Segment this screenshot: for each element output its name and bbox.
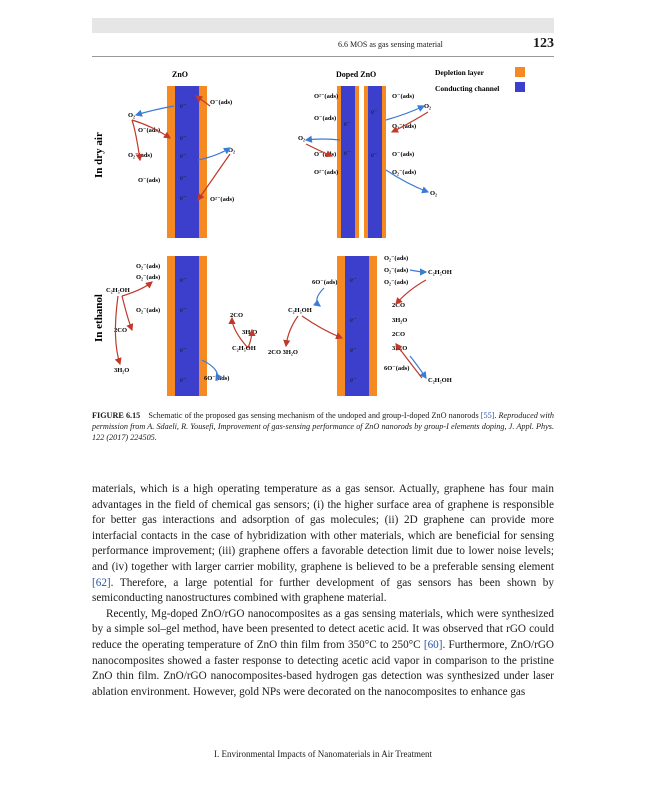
svg-text:O₂⁻(ads): O₂⁻(ads) (136, 263, 161, 270)
svg-text:2CO 3H₂O: 2CO 3H₂O (268, 349, 298, 356)
legend-depletion-label: Depletion layer (435, 68, 484, 77)
svg-text:e⁻: e⁻ (180, 194, 187, 202)
svg-text:3H₂O: 3H₂O (392, 317, 408, 324)
svg-text:e⁻: e⁻ (180, 276, 187, 284)
svg-text:O²⁻(ads): O²⁻(ads) (314, 93, 339, 100)
svg-text:C₂H₅OH: C₂H₅OH (428, 269, 452, 276)
svg-text:e⁻: e⁻ (350, 276, 357, 284)
svg-text:O₂: O₂ (298, 135, 306, 142)
figure-label: FIGURE 6.15 (92, 411, 141, 420)
svg-text:3H₂O: 3H₂O (114, 367, 130, 374)
figure-caption: FIGURE 6.15 Schematic of the proposed gas sensing mechanism of the undoped and group-I-doped ZnO nanorods [55]. Reproduced with permission from A. Sdaeli, R. Yousefi, Improvement of gas-sensing performance of ZnO nanorods by group-I elements doping, J. Appl. Phys. 122 (2017) 224505. (92, 411, 555, 442)
svg-text:2CO: 2CO (392, 302, 405, 309)
svg-text:3H₂O: 3H₂O (242, 329, 258, 336)
caption-credit: Reproduced with permission from A. Sdaeli, R. Yousefi, Improvement of gas-sensing performance of ZnO nanorods by group-I elements doping, J. Appl. Phys. 122 (2017) 224505. (92, 411, 555, 442)
svg-text:e⁻: e⁻ (371, 151, 378, 159)
section-title: 6.6 MOS as gas sensing material (338, 40, 443, 49)
svg-text:2CO: 2CO (230, 312, 243, 319)
svg-text:O₂: O₂ (228, 147, 236, 154)
svg-text:2CO: 2CO (392, 331, 405, 338)
running-header (92, 38, 554, 56)
row-label-ethanol: In ethanol (93, 294, 105, 342)
svg-text:e⁻: e⁻ (344, 149, 351, 157)
svg-text:C₂H₅OH: C₂H₅OH (106, 287, 130, 294)
ref-60-link[interactable]: [60] (423, 638, 443, 651)
svg-text:e⁻: e⁻ (180, 134, 187, 142)
paragraph-1: materials, which is a high operating temperature as a gas sensor. Actually, graphene has four main advantages in the field of chemical gas sensors; (i) the higher surface area of graphene is responsible for better gas interactions and adsorption of gas molecules; (ii) 2D graphene can provide more interfacial contacts in the case of hybridization with other materials, which are beneficial for sensing performance improvement; (iii) graphene offers a favorable detection limit due to lower noise levels; and (iv) together with larger carrier mobility, graphene is believed to be a preferable sensing element [62]. Therefore, a large potential for further development of gas sensors has been shown by semiconducting nanostructures combined with graphene material. (92, 483, 554, 605)
svg-text:e⁻: e⁻ (180, 346, 187, 354)
caption-text: Schematic of the proposed gas sensing mechanism of the undoped and group-I-doped ZnO nanorods (148, 411, 479, 420)
rod-doped-air (337, 86, 386, 238)
svg-text:6O⁻(ads): 6O⁻(ads) (312, 279, 338, 286)
caption-ref-link[interactable]: [55] (480, 411, 495, 420)
label-doped-zno: Doped ZnO (336, 70, 377, 79)
svg-text:O⁻(ads): O⁻(ads) (314, 151, 337, 158)
svg-text:C₂H₅OH: C₂H₅OH (232, 345, 256, 352)
svg-text:O⁻(ads): O⁻(ads) (392, 151, 415, 158)
svg-text:O₂: O₂ (424, 103, 432, 110)
svg-text:O⁻(ads): O⁻(ads) (210, 99, 233, 106)
svg-text:e⁻: e⁻ (180, 152, 187, 160)
svg-text:O₂⁻(ads): O₂⁻(ads) (136, 307, 161, 314)
svg-text:O₂: O₂ (128, 112, 136, 119)
svg-text:3H₂O: 3H₂O (392, 345, 408, 352)
svg-text:O²⁻(ads): O²⁻(ads) (210, 196, 235, 203)
header-bar (92, 18, 554, 33)
page-footer: I. Environmental Impacts of Nanomaterials in Air Treatment (214, 749, 432, 759)
svg-text:O⁻(ads): O⁻(ads) (314, 115, 337, 122)
svg-text:O₂⁻(ads): O₂⁻(ads) (392, 169, 417, 176)
body-text (92, 482, 554, 700)
rod-doped-ethanol (337, 256, 377, 396)
rod-zno-ethanol (167, 256, 207, 396)
svg-text:C₂H₅OH: C₂H₅OH (288, 307, 312, 314)
svg-text:e⁻: e⁻ (180, 306, 187, 314)
svg-text:O₂⁻(ads): O₂⁻(ads) (384, 267, 409, 274)
header-rule (92, 56, 554, 57)
svg-text:e⁻: e⁻ (350, 316, 357, 324)
legend-conducting-swatch (515, 82, 525, 92)
svg-text:e⁻: e⁻ (180, 376, 187, 384)
paragraph-2: Recently, Mg-doped ZnO/rGO nanocomposites as a gas sensing materials, which were synthesized by a simple sol–gel method, have been presented to detect acetic acid. It was observed that rGO could reduce the operating temperature of ZnO thin film from 350°C to 250°C [60]. Furthermore, ZnO/rGO nanocomposites showed a faster response to detecting acetic acid vapor in comparison to the pristine ZnO thin film. ZnO/rGO nanocomposites-based hydrogen gas detection was synthesized under laser ablation environment. However, gold NPs were decorated on the nanocomposites to enhance gas (92, 607, 555, 698)
svg-text:O₂⁻(ads): O₂⁻(ads) (384, 279, 409, 286)
svg-text:e⁻: e⁻ (350, 376, 357, 384)
svg-text:e⁻: e⁻ (180, 102, 187, 110)
legend-depletion-swatch (515, 67, 525, 77)
svg-text:O₂⁻(ads): O₂⁻(ads) (384, 255, 409, 262)
figure-6-15 (92, 60, 554, 400)
svg-text:O₂⁻(ads): O₂⁻(ads) (392, 123, 417, 130)
svg-text:O₂: O₂ (430, 190, 438, 197)
svg-text:e⁻: e⁻ (350, 346, 357, 354)
row-label-dry-air: In dry air (93, 132, 105, 178)
svg-text:O⁻(ads): O⁻(ads) (392, 93, 415, 100)
label-zno: ZnO (172, 70, 189, 79)
rod-zno-air (167, 86, 207, 238)
svg-text:O⁻(ads): O⁻(ads) (138, 127, 161, 134)
svg-text:O²⁻(ads): O²⁻(ads) (314, 169, 339, 176)
svg-text:e⁻: e⁻ (180, 174, 187, 182)
page-number: 123 (533, 36, 554, 51)
svg-text:e⁻: e⁻ (344, 120, 351, 128)
legend-conducting-label: Conducting channel (435, 84, 500, 93)
svg-text:O⁻(ads): O⁻(ads) (138, 177, 161, 184)
svg-text:C₂H₅OH: C₂H₅OH (428, 377, 452, 384)
svg-text:e⁻: e⁻ (371, 108, 378, 116)
svg-text:O₂⁻(ads): O₂⁻(ads) (128, 152, 153, 159)
svg-text:2CO: 2CO (114, 327, 127, 334)
ref-62-link[interactable]: [62] (92, 576, 111, 589)
svg-text:6O⁻(ads): 6O⁻(ads) (384, 365, 410, 372)
svg-text:O₂⁻(ads): O₂⁻(ads) (136, 274, 161, 281)
svg-text:6O⁻(ads): 6O⁻(ads) (204, 375, 230, 382)
